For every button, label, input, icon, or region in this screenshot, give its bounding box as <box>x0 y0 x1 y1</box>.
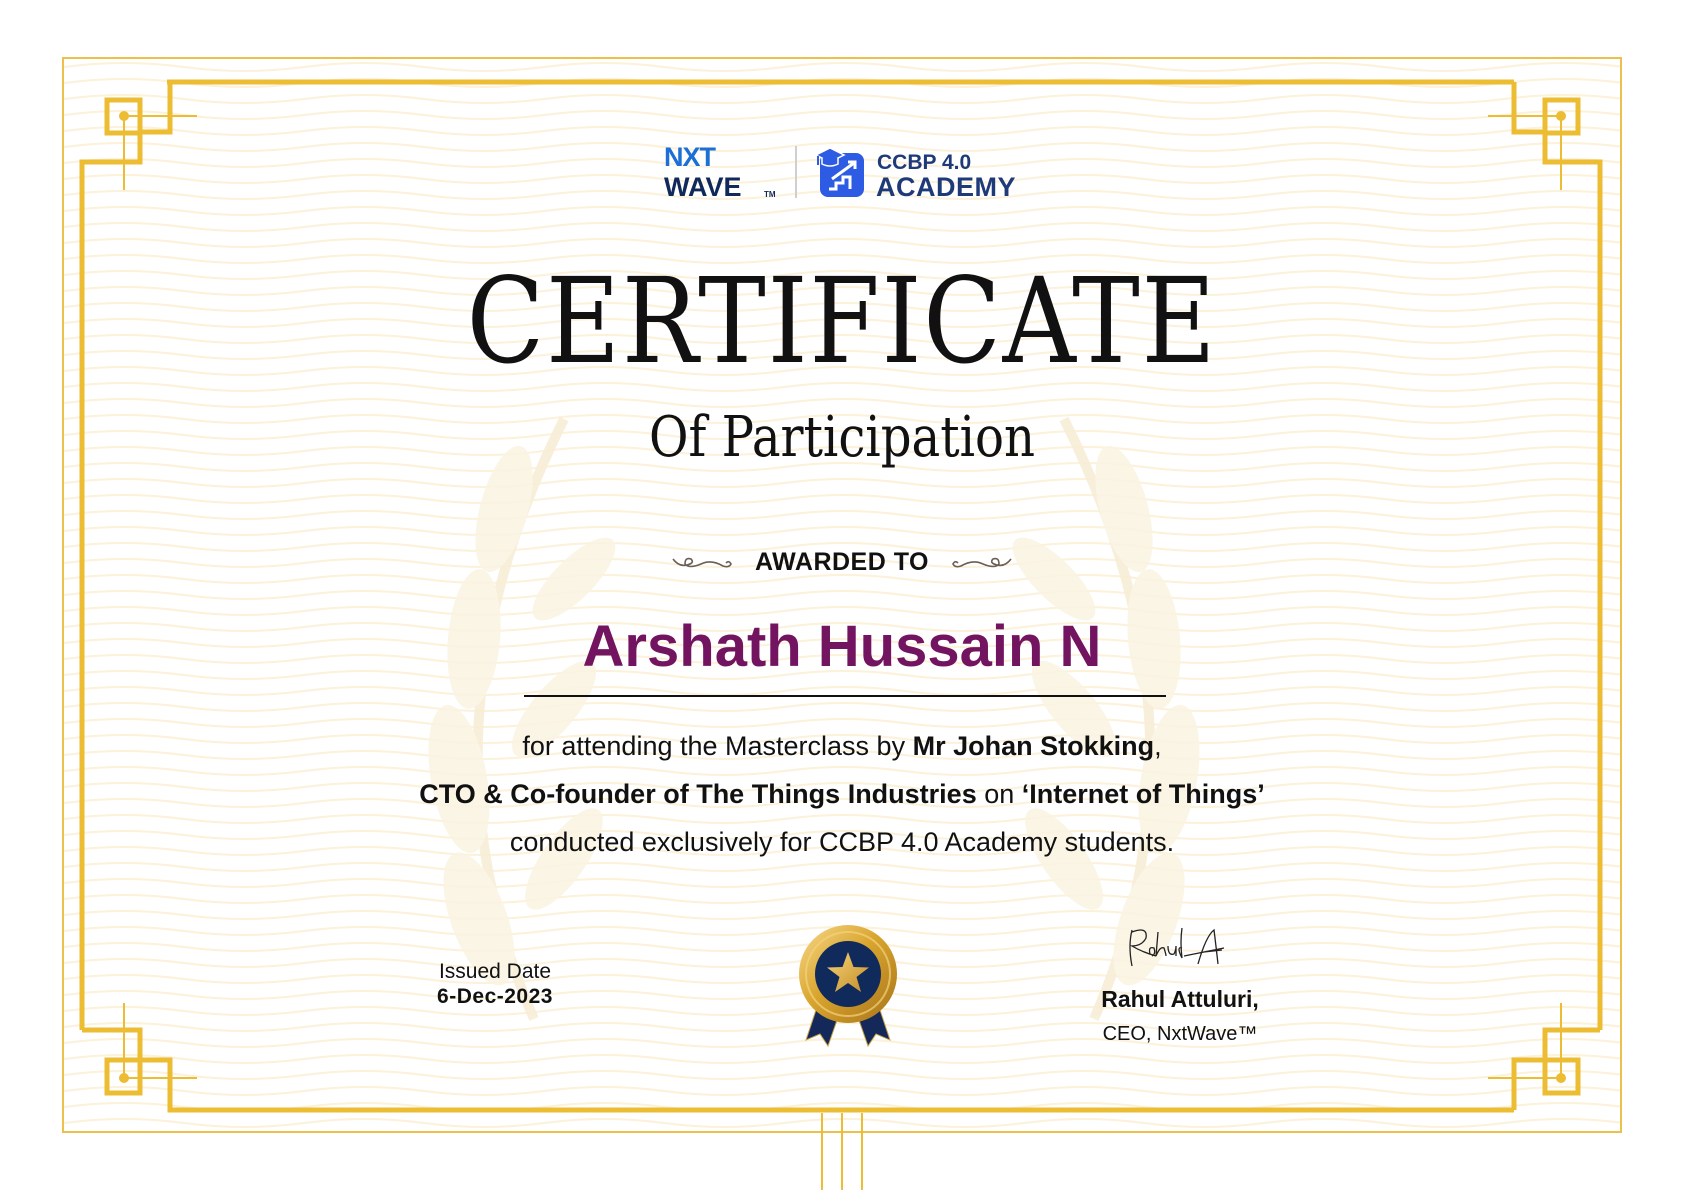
flourish-left-icon <box>671 555 737 571</box>
issued-date-label: Issued Date <box>438 960 552 983</box>
body-line-1-prefix: for attending the Masterclass by <box>522 731 913 761</box>
body-line-2 <box>0 781 1684 808</box>
nxtwave-logo-top: NXT <box>664 142 715 172</box>
nxtwave-trademark: TM <box>764 190 776 199</box>
speaker-name: Mr Johan Stokking <box>912 731 1155 761</box>
signature-image <box>1126 926 1238 972</box>
signatory-name: Rahul Attuluri, <box>1101 986 1259 1012</box>
nxtwave-logo <box>664 144 784 204</box>
body-line-3: conducted exclusively for CCBP 4.0 Academy students. <box>509 827 1175 857</box>
recipient-underline <box>524 695 1166 697</box>
logo-divider <box>795 146 797 198</box>
certificate-subtitle: Of Participation <box>648 405 1036 470</box>
graduation-cap-icon <box>814 143 866 199</box>
nxtwave-logo-bottom: WAVE <box>664 172 742 202</box>
awarded-to-row <box>0 548 1684 577</box>
medal-star-icon <box>796 922 900 1048</box>
awarded-to-label: AWARDED TO <box>755 548 929 576</box>
signatory-title: CEO, NxtWave™ <box>1102 1023 1258 1045</box>
body-line-1-suffix: , <box>1154 731 1162 761</box>
body-line-2-mid: on <box>976 779 1022 809</box>
academy-logo-bottom: ACADEMY <box>876 172 1017 202</box>
issued-date-value: 6-Dec-2023 <box>437 985 553 1008</box>
certificate-title: CERTIFICATE <box>466 252 1218 390</box>
recipient-name: Arshath Hussain N <box>582 614 1102 679</box>
speaker-role: CTO & Co-founder of The Things Industries <box>419 779 977 809</box>
masterclass-topic: ‘Internet of Things’ <box>1021 779 1265 809</box>
flourish-right-icon <box>947 555 1013 571</box>
body-line-1 <box>0 733 1684 760</box>
academy-logo-top: CCBP 4.0 <box>877 151 972 174</box>
